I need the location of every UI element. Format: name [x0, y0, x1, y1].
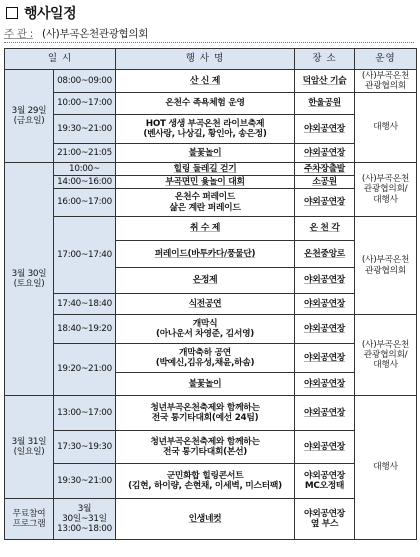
time-cell: 10:00~: [54, 163, 116, 176]
place-cell: 야외공연장: [295, 373, 355, 396]
dotted-divider: [4, 42, 414, 43]
operator-cell: (사)부곡온천 관광협의회: [355, 70, 417, 93]
time-cell: 10:00~17:00: [54, 93, 116, 115]
operator-cell: (사)부곡온천 관광협의회/ 대행사: [355, 163, 417, 217]
day-label: 3월 31일 (일요일): [5, 396, 54, 499]
table-row: [5, 163, 417, 176]
organizer-line: [4, 26, 148, 41]
place-cell: 야외공연장 MC오정태: [295, 464, 355, 499]
place-cell: 덕암산 기슭: [295, 70, 355, 93]
checkbox-icon: [6, 7, 18, 19]
header-operator: 운영: [355, 49, 417, 70]
time-cell: 17:00~17:40: [54, 217, 116, 294]
time-cell: 16:00~17:00: [54, 189, 116, 217]
event-cell: 청년부곡온천축제와 함께하는 전국 통기타대회(예선 24팀): [116, 396, 295, 431]
event-cell: 산 신 제: [116, 70, 295, 93]
header-row: [5, 49, 417, 70]
time-cell: 18:40~19:20: [54, 315, 116, 344]
place-cell: 야외공연장: [295, 396, 355, 431]
time-cell: 17:30~19:30: [54, 431, 116, 464]
time-cell: 14:00~16:00: [54, 176, 116, 189]
time-cell: 3월 30일~31일 13:00~18:00: [54, 499, 116, 540]
event-cell: 퍼레이드(바투카다/풍물단): [116, 241, 295, 268]
event-cell: 청년부곡온천축제와 함께하는 전국 통기타대회(본선): [116, 431, 295, 464]
place-cell: 야외공연장: [295, 189, 355, 217]
header-datetime: 일 시: [5, 49, 116, 70]
time-cell: 21:00~21:05: [54, 144, 116, 163]
place-cell: 야외공연장: [295, 115, 355, 144]
time-cell: 13:00~17:00: [54, 396, 116, 431]
operator-cell: 대행사: [355, 93, 417, 163]
operator-cell: (사)부곡온천 관광협의회/ 대행사: [355, 315, 417, 396]
event-cell: 부곡면민 윷놀이 대회: [116, 176, 295, 189]
event-cell: 개막식 (아나운서 차영준, 김서영): [116, 315, 295, 344]
event-cell: 취 수 제: [116, 217, 295, 241]
table-row: [5, 70, 417, 93]
place-cell: 소공원: [295, 176, 355, 189]
section-header: [6, 4, 76, 22]
organizer-value: (사)부곡온천관광협의회: [42, 28, 149, 40]
event-cell: HOT 생생 부곡온천 라이브축제 (벤사랑, 나상길, 황인아, 송은정): [116, 115, 295, 144]
event-cell: 인생네컷: [116, 499, 295, 540]
operator-cell: (사)부곡온천 관광협의회: [355, 217, 417, 315]
event-cell: 식전공연: [116, 294, 295, 315]
table-row: [5, 315, 417, 344]
event-cell: 온정제: [116, 268, 295, 294]
place-cell: 야외공연장: [295, 294, 355, 315]
schedule-table: [4, 48, 417, 540]
place-cell: 온천중앙로: [295, 241, 355, 268]
table-row: [5, 93, 417, 115]
operator-cell: 대행사: [355, 396, 417, 540]
time-cell: 19:30~21:00: [54, 115, 116, 144]
place-cell: 야외공연장: [295, 144, 355, 163]
header-event: 행 사 명: [116, 49, 295, 70]
event-cell: 온천수 족욕체험 운영: [116, 93, 295, 115]
place-cell: 주차장출발: [295, 163, 355, 176]
event-cell: 온천수 퍼레이드 삶은 계란 퍼레이드: [116, 189, 295, 217]
time-cell: 17:40~18:40: [54, 294, 116, 315]
place-cell: 야외공연장: [295, 315, 355, 344]
place-cell: 온 천 각: [295, 217, 355, 241]
event-cell: 힐링 둘레길 걷기: [116, 163, 295, 176]
place-cell: 야외공연장: [295, 431, 355, 464]
place-cell: 야외공연장: [295, 344, 355, 373]
time-cell: 08:00~09:00: [54, 70, 116, 93]
place-cell: 한울공원: [295, 93, 355, 115]
event-cell: 군민화합 힐링콘서트 (김현, 하이량, 손현채, 이세벽, 미스터팩): [116, 464, 295, 499]
event-cell: 개막축하 공연 (박예신,김유성,채윤,하솜): [116, 344, 295, 373]
place-cell: 야외공연장 옆 부스: [295, 499, 355, 540]
event-cell: 불꽃놀이: [116, 373, 295, 396]
header-place: 장 소: [295, 49, 355, 70]
time-cell: 19:20~21:00: [54, 344, 116, 396]
organizer-label: 주 관 :: [4, 28, 33, 40]
table-row: [5, 217, 417, 241]
table-row: [5, 396, 417, 431]
event-cell: 불꽃놀이: [116, 144, 295, 163]
place-cell: 야외공연장: [295, 268, 355, 294]
day-label: 무료참여 프로그램: [5, 499, 54, 540]
day-label: 3월 30일 (토요일): [5, 163, 54, 396]
page-title: 행사일정: [24, 6, 77, 22]
day-label: 3월 29일 (금요일): [5, 70, 54, 163]
time-cell: 19:30~21:00: [54, 464, 116, 499]
